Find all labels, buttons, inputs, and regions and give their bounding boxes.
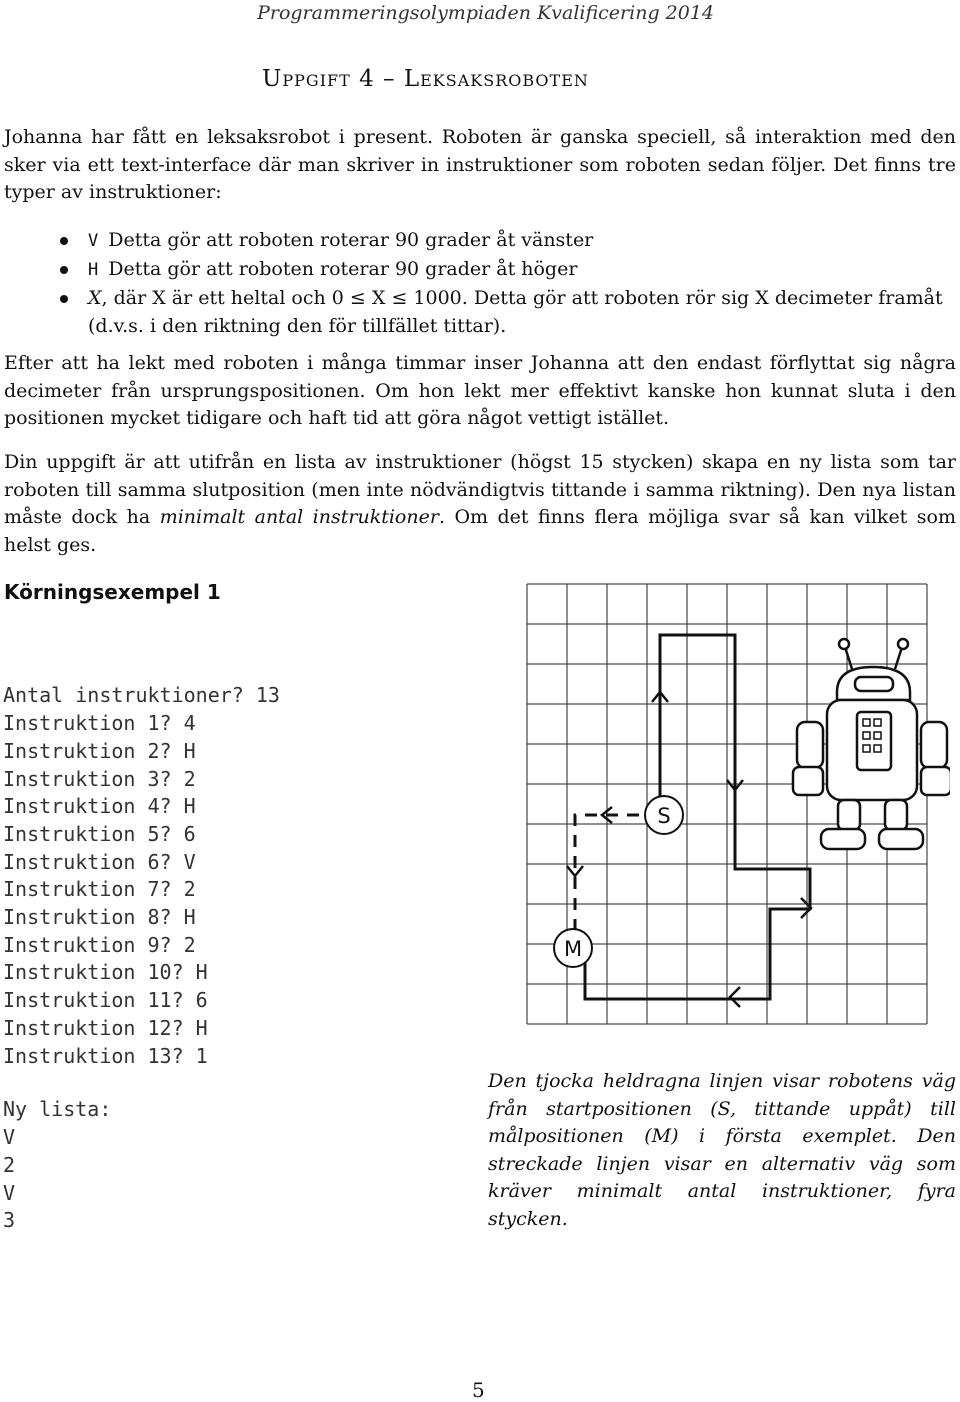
instruction-code: H [88, 260, 99, 280]
input-line: Instruktion 13? 1 [3, 1043, 208, 1068]
input-line: Instruktion 1? 4 [3, 711, 196, 736]
paragraph-3-start: Din uppgift är att utifrån en lista av instruktioner (högst 15 stycken) skapa en ny lista som tar roboten till samma slutposition (men inte nödvändigtvis tittande i samma riktning). Den nya listan måste dock ha [4, 451, 956, 528]
example-input [3, 627, 280, 1098]
input-line: Instruktion 12? H [3, 1015, 208, 1040]
input-line: Antal instruktioner? 13 [3, 683, 280, 708]
instruction-math: X [88, 287, 102, 309]
input-line: Instruktion 2? H [3, 738, 196, 763]
intro-paragraph: Johanna har fått en leksaksrobot i present. Roboten är ganska speciell, så interaktion med den sker via ett text-interface där man skriver in instruktioner som roboten sedan följer. Det finns tre typer av instruktioner: [4, 126, 956, 203]
example-output [3, 1041, 111, 1263]
bullet-icon [60, 266, 68, 274]
input-line: Instruktion 10? H [3, 960, 208, 985]
output-line: V [3, 1180, 16, 1205]
output-line: V [3, 1125, 16, 1150]
input-line: Instruktion 9? 2 [3, 932, 196, 957]
input-line: Instruktion 11? 6 [3, 988, 208, 1013]
input-line: Instruktion 8? H [3, 905, 196, 930]
goal-label: M [563, 937, 583, 961]
diagram-caption: Den tjocka heldragna linjen visar robotens väg från startpositionen (S, tittande uppåt) till målpositionen (M) i första exemplet. Den streckade linjen visar en alternativ väg som kräver minimalt antal instruktioner, fyra stycken. [488, 1070, 956, 1230]
instruction-text: , där X är ett heltal och 0 ≤ X ≤ 1000. Detta gör att roboten rör sig X decimeter framåt (d.v.s. i den riktning den för tillfället tittar). [88, 287, 943, 337]
input-line: Instruktion 6? V [3, 849, 196, 874]
robot-path-diagram [525, 582, 950, 1032]
input-line: Instruktion 3? 2 [3, 766, 196, 791]
instruction-code: V [88, 231, 99, 251]
instruction-text: Detta gör att roboten roterar 90 grader åt vänster [108, 229, 594, 251]
start-label: S [657, 804, 671, 828]
paragraph-2: Efter att ha lekt med roboten i många timmar inser Johanna att den endast förflyttat sig några decimeter från ursprungspositionen. Om hon lekt mer effektivt kanske hon kunnat sluta i den positionen mycket tidigare och haft tid att göra något vettigt istället. [4, 352, 956, 429]
instruction-item-h [60, 255, 955, 284]
paragraph-3 [4, 449, 956, 559]
instruction-text: Detta gör att roboten roterar 90 grader åt höger [108, 258, 578, 280]
running-header: Programmeringsolympiaden Kvalificering 2014 [257, 2, 714, 24]
bullet-icon [60, 295, 68, 303]
output-line: 2 [3, 1152, 16, 1177]
robot-icon [793, 639, 950, 849]
arrow-icons [567, 692, 811, 1007]
instruction-item-x [60, 284, 955, 340]
input-line: Instruktion 7? 2 [3, 877, 196, 902]
paragraph-3-end: . Om det finns flera möjliga svar så kan vilket som helst ges. [4, 506, 956, 556]
input-line: Instruktion 5? 6 [3, 821, 196, 846]
paragraph-3-emphasis: minimalt antal instruktioner [159, 506, 439, 528]
page-number: 5 [472, 1378, 485, 1402]
task-title: Uppgift 4 – Leksaksroboten [262, 66, 589, 92]
output-line: 3 [3, 1208, 16, 1233]
instruction-list [60, 226, 955, 340]
output-line: Ny lista: [3, 1097, 112, 1122]
instruction-item-v [60, 226, 955, 255]
input-line: Instruktion 4? H [3, 794, 196, 819]
arrow-left-icon [730, 987, 740, 1007]
example-heading: Körningsexempel 1 [4, 580, 221, 604]
bullet-icon [60, 237, 68, 245]
